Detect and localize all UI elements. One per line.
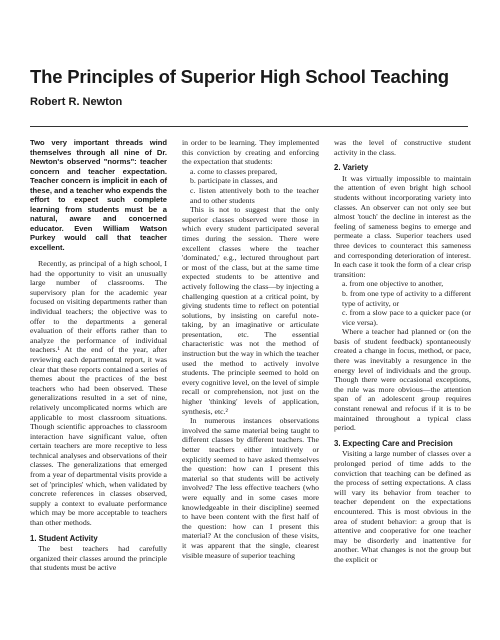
column-3 (334, 138, 471, 565)
list-item: c. from a slow pace to a quicker pace (or vice versa). (342, 308, 471, 327)
article-title: The Principles of Superior High School Teaching (30, 66, 449, 87)
author-name: Robert R. Newton (30, 96, 123, 108)
paragraph: It was virtually impossible to maintain the attention of even bright high school students without incorporating variety into classes. An observer can not only see but almost 'touch' the decline in interest as the feeling of sameness begins to emerge and permeate a class. Superior teachers used three devices to counteract this sameness and corresponding deterioration of interest. In each case it took the form of a clear crisp transition: (334, 173, 471, 279)
paragraph: Recently, as principal of a high school, I had the opportunity to visit an unusually large number of classrooms. The supervisory plan for the academic year focused on visiting departments rather than individual teachers; the objective was to offer to the departments a general evaluation of their efforts rather than to analyze the performance of individual teachers.¹ At the end of the year, after reviewing each departmental report, it was clear that these reports contained a series of themes about the practices of the best teachers who had been observed. These generalizations resulted in a set of nine, relatively uncomplicated norms which are applicable to most classroom situations. Though scientific approaches to classroom interaction have significant value, often certain teachers are more receptive to less technical analyses and observations of their classes. The generalizations that emerged from a year of departmental visits provide a set of 'principles' which, when validated by concrete references in classes observed, supply a context to evaluate performance which may be more acceptable to teachers than other methods. (30, 259, 167, 528)
list-item: a. come to classes prepared, (190, 166, 278, 176)
title-divider (30, 126, 468, 127)
abstract: Two very important threads wind themselves through all nine of Dr. Newton's observed "norms": teacher concern and teacher expectation. Teacher concern is implicit in each of these, and a teacher who expends the effort to expect such complete learning from students must be a natural, aware and concerned educator. Even William Watson Purkey would call that teacher excellent. (30, 138, 167, 252)
paragraph: This is not to suggest that the only superior classes observed were those in which every student participated several times during the session. There were excellent classes where the teacher 'dominated,' e.g., lectured throughout part or most of the class, but at the same time expected students to be attentive and actively following the class—by injecting a challenging question at a critical point, by giving students time to reflect on potential solutions, by insisting on careful note-taking, by an imaginative or articulate presentation, etc. The essential characteristic was not the method of instruction but the way in which the teacher used the method to actively involve students. The principle seemed to hold on every cognitive level, on the level of simple recall or comprehension, not just on the higher 'thinking' levels of application, synthesis, etc.² (182, 205, 319, 416)
section-heading: 2. Variety (334, 163, 369, 173)
section-heading: 3. Expecting Care and Precision (334, 438, 453, 448)
list-item: c. listen attentively both to the teacher and to other students (190, 185, 319, 205)
paragraph: was the level of constructive student activity in the class. (334, 138, 471, 157)
paragraph: The best teachers had carefully organized their classes around the principle that students must be active (30, 544, 167, 573)
column-2 (182, 138, 319, 560)
paragraph: Visiting a large number of classes over a prolonged period of time adds to the conviction that teaching can be defined as the process of setting expectations. A class will vary its behavior from teacher to teacher dependent on the expectations encountered. This is most obvious in the area of student behavior: a group that is attentive and cooperative for one teacher may be disorderly and inattentive for another. What changes is not the group but the explicit or (334, 449, 471, 564)
paragraph: In numerous instances observations involved the same material being taught to different classes by different teachers. The better teachers either intuitively or explicitly seemed to have asked themselves the question: how can I present this material so that students will be actively involved? The less effective teachers (who were equally and in some cases more knowledgeable in their discipline) seemed to have been content with the first half of the question: how can I present this material? At the conclusion of these visits, it was apparent that the single, clearest visible measure of superior teaching (182, 416, 319, 560)
paragraph: Where a teacher had planned or (on the basis of student feedback) spontaneously created a change in focus, method, or pace, there was inevitably a resurgence in the energy level of individuals and the group. Though there were occasional exceptions, the rule was more obvious—the attention span of an adolescent group requires constant renewal and refocus if it is to be maintained throughout a typical class period. (334, 327, 471, 433)
paragraph: in order to be learning. They implemented this conviction by creating and enforcing the expectation that students: (182, 138, 319, 167)
column-1 (30, 138, 167, 573)
list-item: b. from one type of activity to a different type of activity, or (342, 288, 471, 308)
section-heading: 1. Student Activity (30, 533, 98, 543)
list-item: b. participate in classes, and (190, 176, 278, 186)
list-item: a. from one objective to another, (342, 279, 444, 289)
